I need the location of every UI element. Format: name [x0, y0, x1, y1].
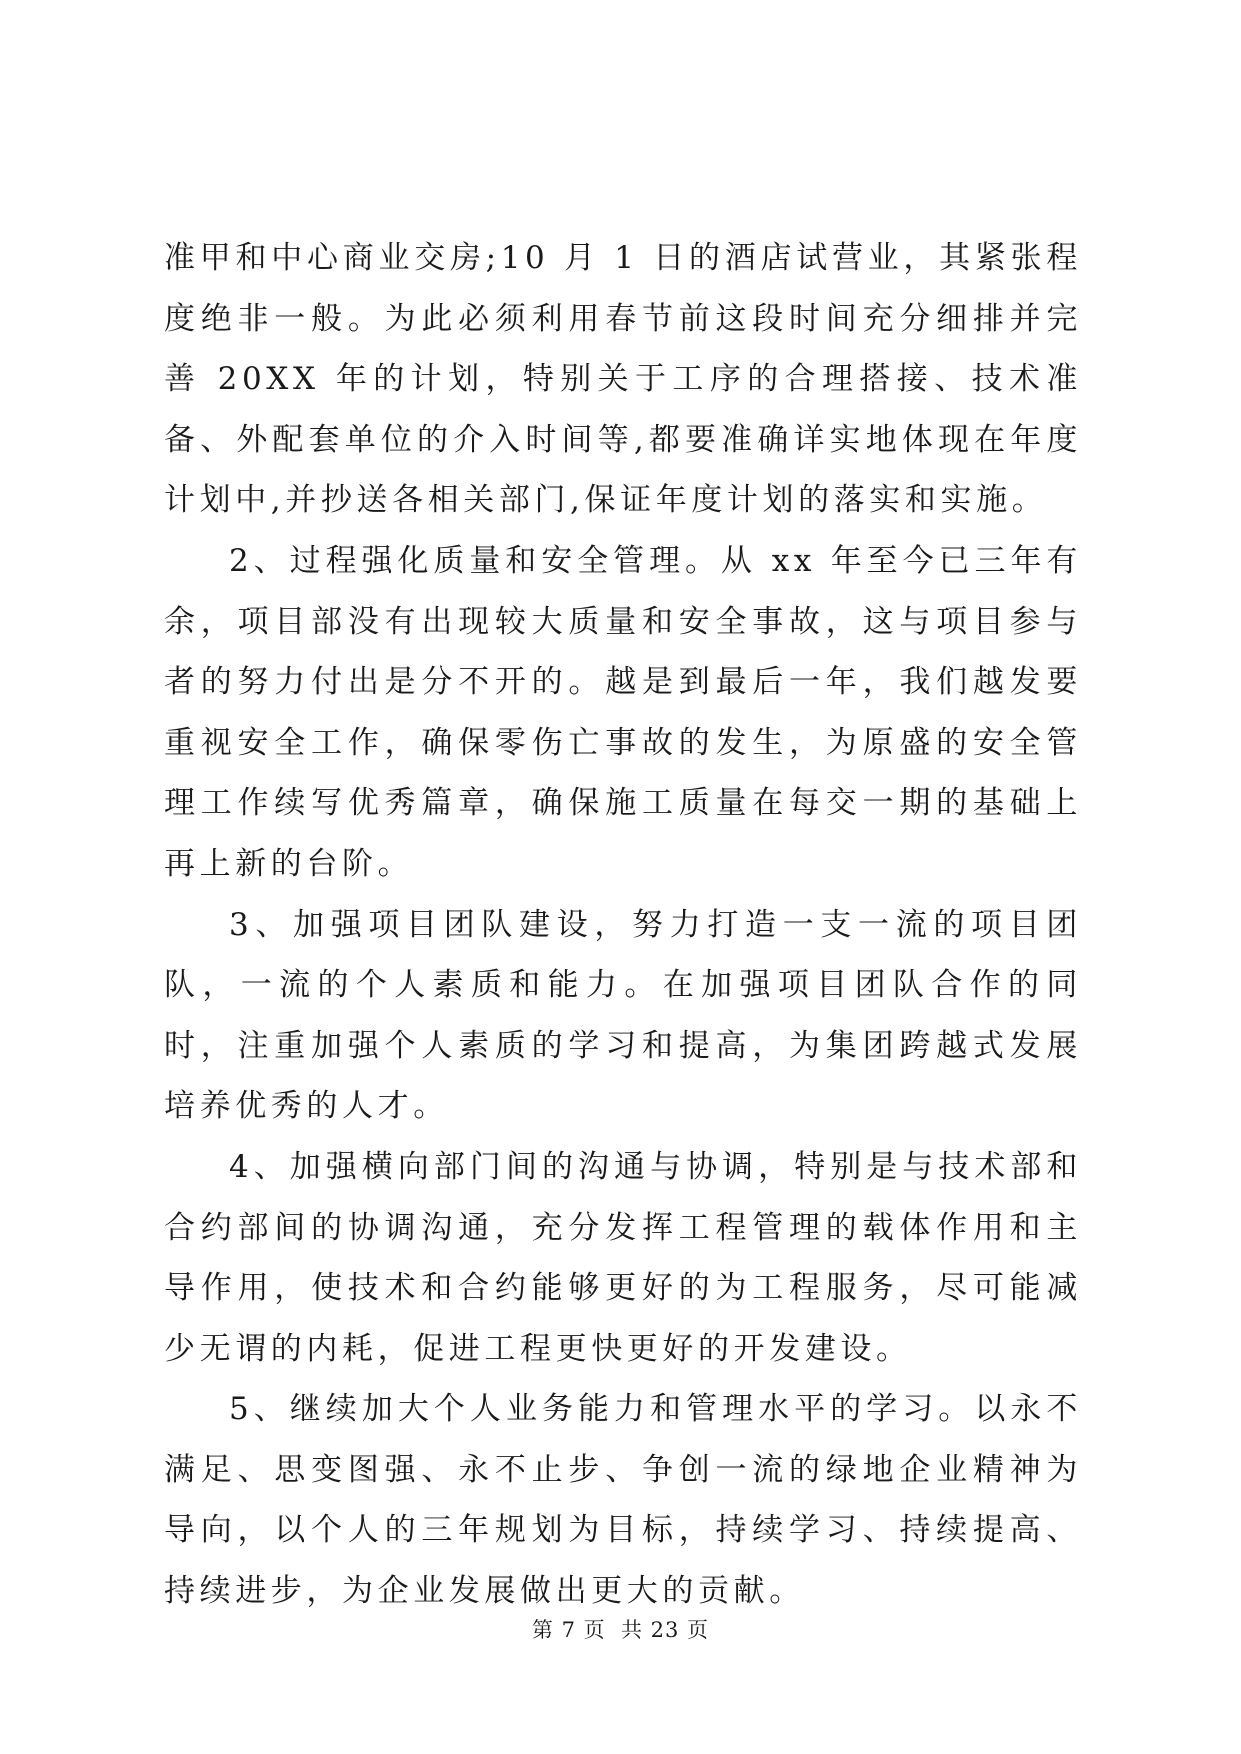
paragraph-continuation: 准甲和中心商业交房;10 月 1 日的酒店试营业，其紧张程度绝非一般。为此必须利用春节前这段时间充分细排并完善 20XX 年的计划，特别关于工序的合理搭接、技术准备、外配套单位的介入时间等,都要准确详实地体现在年度计划中,并抄送各相关部门,保证年度计划的落实和实施。	[164, 240, 1082, 519]
page-number-label: 第 7 页 共 23 页	[531, 1618, 710, 1642]
paragraph-item-3: 3、加强项目团队建设，努力打造一支一流的项目团队，一流的个人素质和能力。在加强项目团队合作的同时，注重加强个人素质的学习和提高，为集团跨越式发展培养优秀的人才。	[164, 906, 1082, 1125]
paragraph-item-2: 2、过程强化质量和安全管理。从 xx 年至今已三年有余，项目部没有出现较大质量和安全事故，这与项目参与者的努力付出是分不开的。越是到最后一年，我们越发要重视安全工作，确保零伤亡事故的发生，为原盛的安全管理工作续写优秀篇章，确保施工质量在每交一期的基础上再上新的台阶。	[164, 542, 1082, 882]
paragraph-item-4: 4、加强横向部门间的沟通与协调，特别是与技术部和合约部间的协调沟通，充分发挥工程管理的载体作用和主导作用，使技术和合约能够更好的为工程服务，尽可能减少无谓的内耗，促进工程更快更好的开发建设。	[164, 1148, 1082, 1367]
document-body	[164, 228, 1082, 1622]
page-footer	[0, 1614, 1241, 1644]
paragraph-item-5: 5、继续加大个人业务能力和管理水平的学习。以永不满足、思变图强、永不止步、争创一流的绿地企业精神为导向，以个人的三年规划为目标，持续学习、持续提高、持续进步，为企业发展做出更大的贡献。	[164, 1391, 1082, 1610]
